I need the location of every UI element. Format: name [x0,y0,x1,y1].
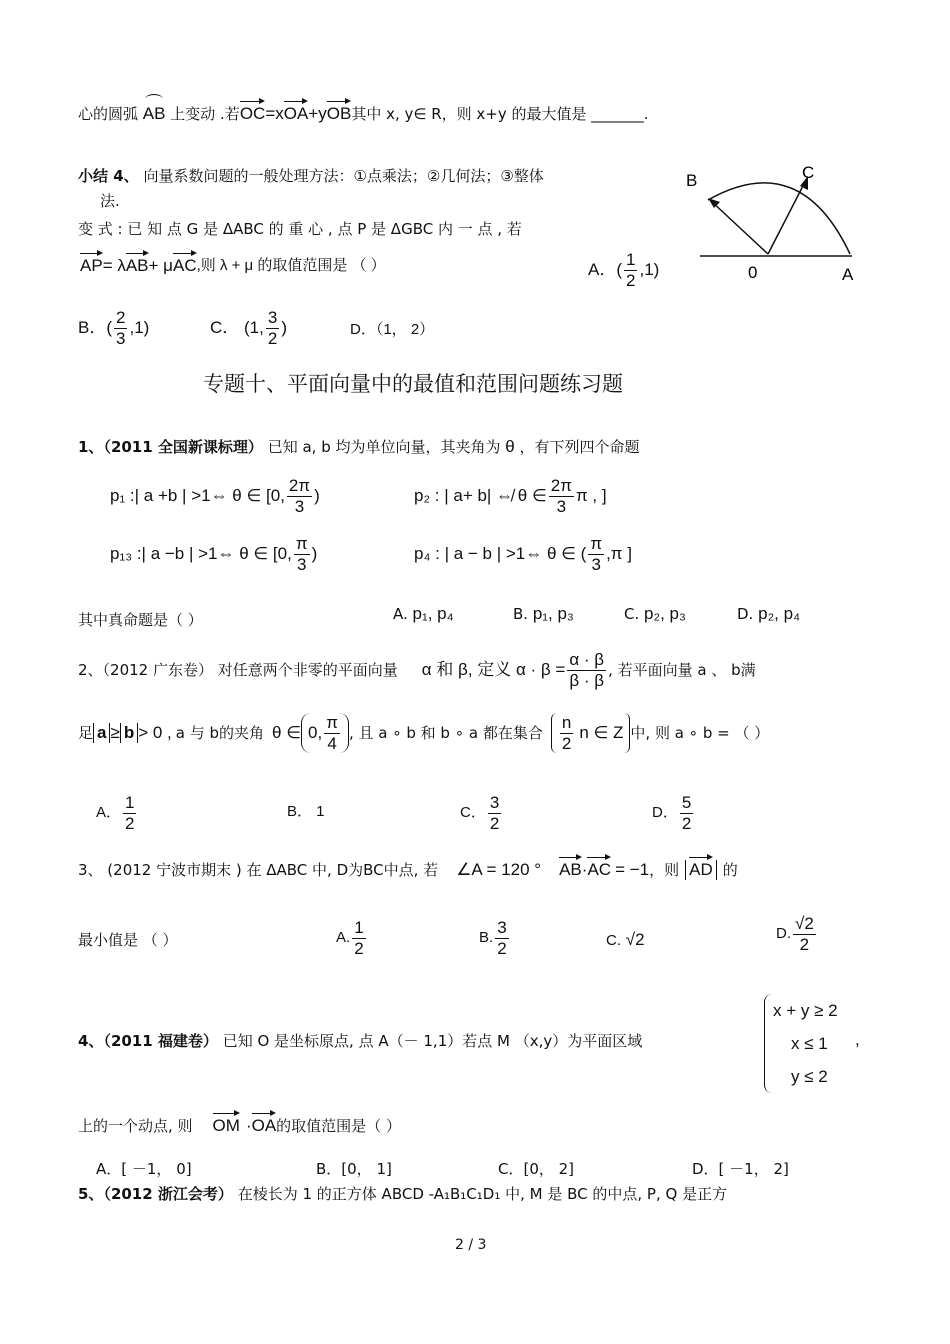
vector-ob-line [710,200,768,254]
vector-oc: OC [239,104,266,123]
q1-opt-b-label: B. [513,605,529,623]
q1-p1-den: 3 [294,496,305,516]
q4-line1 [78,1032,642,1050]
q2-theta-in: θ ∈ [272,722,302,742]
q1-p4-den: 3 [591,554,601,574]
vector-ac: AC [172,256,197,275]
q2-text-e: , 且 a ∘ b 和 b ∘ a 都在集合 [348,724,543,743]
q4-system-brace [764,994,838,1093]
q5-line1 [78,1185,727,1203]
q1-theta: θ [505,437,515,456]
q4-option-b: B．[0， 1] [316,1160,392,1178]
q4-option-a: A．[ －1， 0] [96,1160,192,1178]
vector-ap: AP [80,256,103,275]
opt-b-post: ,1) [129,317,150,337]
q3-opt-d-num: √2 [795,914,814,933]
q1-p3 [110,534,317,574]
q1-p1 [110,476,320,516]
q1-option-c [624,604,686,624]
q2-abs-b: b [120,723,138,743]
q1-p3-frac [294,534,310,574]
q2-interval-pre: 0, [308,722,323,742]
q2-text-a: 2、（2012 广东卷） 对任意两个非零的平面向量 [78,661,398,680]
q2-line1 [78,650,756,690]
q3-text-b: ，则 [649,861,680,880]
q1-option-a [393,604,454,624]
opt-c-pre: C． (1, [210,317,264,337]
q1-p4-num: π [590,534,603,553]
q2-opt-a-label: A． [96,804,122,822]
q1-p3-pre: p₁₃ :| a −b | >1⇔ θ ∈ [0, [110,543,292,563]
summary-cont: 法. [100,192,120,210]
q1-source: （2011 全国新课标理） [103,438,263,456]
intro-eq-x: =x [265,104,284,123]
q4-text-c: 的取值范围是（ ） [276,1117,401,1136]
arc-ab: AB [142,104,166,123]
eq-lambda: = λ [102,256,126,275]
diagram-label-o: 0 [748,263,758,282]
q2-opt-c-frac [488,793,501,833]
q2-define: , 定义 α · β = [467,659,566,679]
q3-dot: · [581,860,588,879]
q2-interval-den: 4 [327,733,337,753]
q2-opt-d-den: 2 [681,813,692,833]
q1-opt-d-label: D. [737,605,754,623]
variant-text: 变 式 : 已 知 点 G 是 ΔABC 的 重 心 , 点 P 是 ΔGBC 内 一 点 , 若 [78,220,522,238]
q3-option-a [336,918,368,958]
q5-number: 5、 [78,1185,104,1203]
q3-opt-d-label: D. [776,925,791,943]
diagram-label-b: B [686,171,698,190]
q4-ineq-1: x + y ≥ 2 [773,1001,838,1020]
opt-a-post: ,1) [639,259,660,279]
opt-c-den: 2 [267,328,278,348]
q4-number: 4、 [78,1032,104,1050]
variant-question: ,则 λ + μ 的取值范围是 （ ） [196,257,386,275]
opt-b-frac [114,308,127,348]
diagram-label-c: C [802,163,815,182]
q4-vector-oa: OA [251,1116,277,1135]
vector-ab: AB [125,256,149,275]
q2-opt-c-num: 3 [489,793,500,812]
q2-def-num: α · β [569,650,605,669]
q3-opt-b-num: 3 [497,918,507,937]
page-number: 2 / 3 [455,1237,487,1253]
q4-ineq-3: y ≤ 2 [791,1067,828,1086]
q1-opt-c-label: C. [624,605,640,623]
opt-b-num: 2 [116,308,126,327]
q3-vector-ad: AD [689,860,713,879]
q2-option-d [652,793,695,833]
summary-line [78,167,544,185]
q2-interval-num: π [326,713,338,732]
q3-line1 [78,860,738,880]
opt-b-den: 3 [116,328,126,348]
opt-a-den: 2 [626,270,636,290]
q1-opt-a-value: p₁, p₄ [412,604,454,623]
opt-b-pre: B．( [78,317,112,337]
vector-arc-diagram [680,158,870,288]
q2-opt-d-num: 5 [681,793,692,812]
intro-text-a: 心的圆弧 [78,105,139,123]
q3-opt-a-num: 1 [354,918,364,937]
q1-p4-post: ,π ] [606,543,632,563]
q1-p3-den: 3 [296,554,307,574]
q4-text: 已知 O 是坐标原点, 点 A（－ 1,1）若点 M （x,y）为平面区域 [222,1032,643,1050]
q4-option-d: D．[ －1， 2] [692,1160,789,1178]
q3-option-b [479,918,511,958]
q1-p2-num: 2π [550,476,572,495]
intro-text-c: 其中 x, y∈ R，则 x+y 的最大值是 _______. [351,105,649,123]
section-title: 专题十、平面向量中的最值和范围问题练习题 [203,372,623,396]
intro-line [78,104,649,124]
diagram-label-a: A [842,265,854,284]
intro-text-b: 上变动 .若 [170,105,240,123]
q5-source: （2012 浙江会考） [103,1185,233,1203]
q3-opt-b-den: 2 [497,938,507,958]
q5-text: 在棱长为 1 的正方体 ABCD -A₁B₁C₁D₁ 中, M 是 BC 的中点, P, Q 是正方 [237,1185,728,1203]
q4-line2 [78,1116,401,1136]
q1-p2 [414,476,607,516]
q2-interval-frac [324,713,340,753]
q3-vector-ac: AC [587,860,612,879]
q1-stem [78,437,640,457]
summary-label: 小结 4、 [78,167,139,185]
q1-opt-b-value: p₁, p₃ [532,604,574,623]
q2-opt-c-den: 2 [489,813,500,833]
q2-opt-a-den: 2 [125,813,135,833]
q1-p1-pre: p₁ :| a +b | >1⇔ θ ∈ [0, [110,485,285,505]
q2-set [551,713,631,753]
opt-a-frac [624,250,637,290]
q3-option-c [606,930,645,950]
q2-opt-a-frac [123,793,136,833]
q3-angle: ∠A = 120 ° [456,860,542,879]
vector-oc-line [768,180,806,254]
q1-p3-post: ) [311,543,318,563]
q4-source: （2011 福建卷） [103,1032,218,1050]
q1-text2: ，有下列四个命题 [519,438,640,456]
q1-opt-c-value: p₂, p₃ [644,604,686,623]
opt-c-post: ) [281,317,287,337]
q3-text-a: 3、 (2012 宁波市期末 ) 在 ΔABC 中, D为BC中点, 若 [78,861,439,880]
intro-plus-y: +y [308,104,327,123]
q2-geq: ≥ [110,722,120,742]
q2-opt-c-label: C． [460,804,486,822]
opt-a-pre: A．( [588,259,622,279]
q2-set-cond: n ∈ Z [579,722,624,742]
variant-option-a [588,250,659,290]
variant-option-d: D．（1， 2） [350,321,435,338]
q2-opt-d-frac [680,793,693,833]
q3-opt-b-label: B. [479,929,494,947]
q1-number: 1、 [78,438,104,456]
q2-abs-a: a [93,723,110,743]
q3-eq: = −1 [615,860,650,879]
q4-dot: · [245,1116,252,1135]
q3-opt-a-frac [352,918,365,958]
q1-p4 [414,534,632,574]
q2-def-frac [567,650,606,690]
q1-p1-num: 2π [288,476,311,495]
q1-p1-frac [287,476,312,516]
q2-opt-a-num: 1 [125,793,135,812]
q2-option-a [96,793,138,833]
q1-option-b [513,604,574,624]
q1-opt-a-label: A. [393,605,408,623]
q3-opt-d-frac [793,914,816,954]
q2-def-den: β · β [569,670,605,690]
q2-interval [301,713,349,753]
q1-p2-frac [549,476,574,516]
q2-text-d: a 与 b的夹角 [175,724,265,743]
q4-option-c: C．[0， 2] [498,1160,575,1178]
plus-mu: + μ [148,256,173,275]
q3-opt-a-den: 2 [354,938,364,958]
opt-c-frac [266,308,279,348]
q1-p2-pre: p₂ : | a+ b| ⇎ θ ∈ [414,485,547,505]
variant-equation [80,256,386,276]
q2-text-c: 足 [78,724,94,743]
q3-opt-b-frac [495,918,508,958]
q1-p4-pre: p₄ : | a − b | >1⇔ θ ∈ ( [414,543,587,563]
q2-gt0: > 0 , [138,722,172,742]
q2-option-c [460,793,503,833]
q3-opt-d-den: 2 [799,934,810,954]
q1-text: 已知 a, b 均为单位向量，其夹角为 [267,438,501,456]
q2-set-frac [560,713,573,753]
q2-option-b: B． 1 [287,803,325,820]
vector-ob-arrow [708,198,720,208]
q1-p2-den: 3 [556,496,567,516]
q3-prompt: 最小值是 （ ） [78,931,178,949]
q2-line2 [78,713,769,753]
q3-opt-c-label: C. [606,932,621,949]
q1-p3-num: π [295,534,308,553]
q2-alpha-beta: α 和 β [421,659,468,679]
q3-abs-ad [685,860,717,880]
q2-set-den: 2 [561,733,572,753]
vector-ob: OB [326,104,352,123]
q4-comma: , [855,1030,860,1049]
q1-p2-post: π , ] [575,485,607,505]
q2-set-num: n [561,713,572,732]
q4-text-b: 上的一个动点, 则 [78,1117,193,1136]
q1-opt-d-value: p₂, p₄ [758,604,801,623]
q2-opt-d-label: D． [652,804,678,822]
q4-vector-om: OM [212,1116,240,1135]
variant-option-b [78,308,149,348]
opt-a-num: 1 [626,250,636,269]
opt-c-num: 3 [267,308,278,327]
q1-p4-frac [588,534,604,574]
q3-opt-a-label: A. [336,929,351,947]
vector-oa: OA [283,104,309,123]
q3-option-d [776,914,818,954]
q2-text-f: 中, 则 a ∘ b = （ ） [630,724,770,743]
summary-text: 向量系数问题的一般处理方法：①点乘法；②几何法；③整体 [143,167,544,185]
q3-vector-ab: AB [559,860,582,879]
q1-option-d [737,604,800,624]
q4-system [764,994,838,1093]
q3-opt-c-value: √2 [625,930,645,949]
q1-p1-post: ) [314,485,320,505]
q2-text-b: , 若平面向量 a 、 b满 [608,661,756,680]
q4-ineq-2: x ≤ 1 [791,1034,828,1053]
q3-text-c: 的 [722,861,738,880]
variant-option-c [210,308,287,348]
q1-answer-prompt: 其中真命题是（ ） [78,611,203,629]
